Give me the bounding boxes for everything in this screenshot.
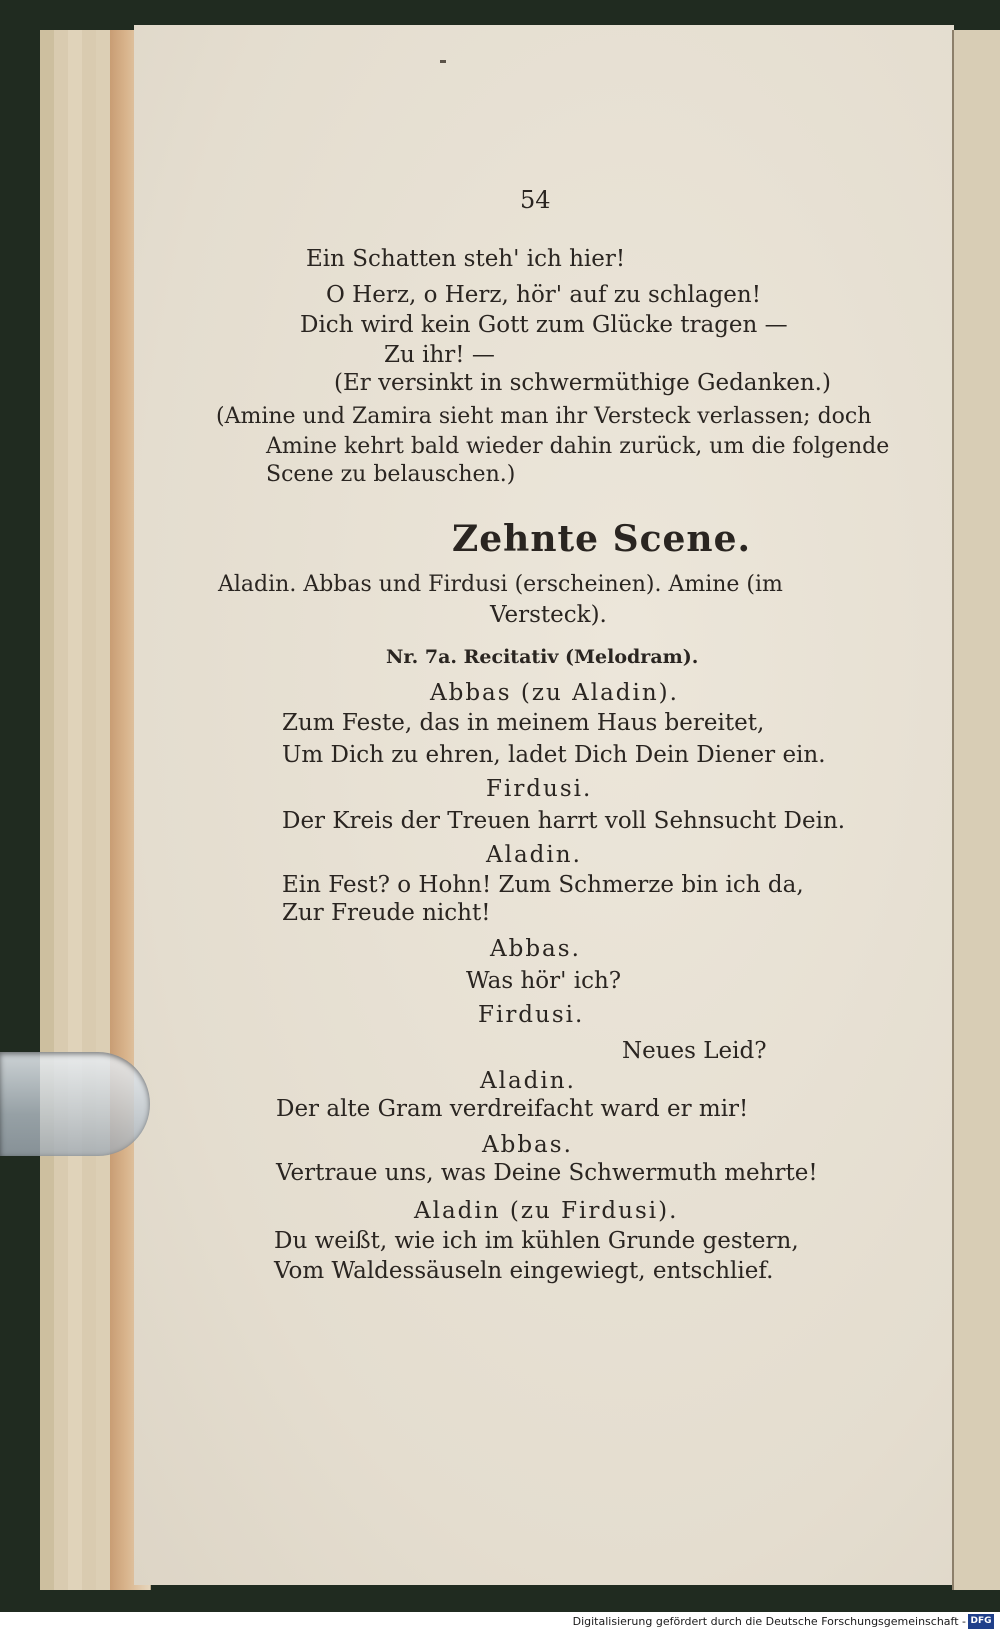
text-line: Dich wird kein Gott zum Glücke tragen — [300, 312, 788, 338]
text-line: Zum Feste, das in meinem Haus bereitet, [282, 710, 765, 736]
speaker-label: Firdusi. [478, 1002, 585, 1028]
book-clip [0, 1052, 150, 1156]
speaker-label: Aladin. [480, 1068, 576, 1094]
page-mark [440, 60, 446, 63]
text-line: Vom Waldessäuseln eingewiegt, entschlief. [274, 1258, 774, 1284]
speaker-label: Abbas. [482, 1132, 573, 1158]
text-line: O Herz, o Herz, hör' auf zu schlagen! [326, 282, 761, 308]
stage-direction: Amine kehrt bald wieder dahin zurück, um die folgende [266, 434, 890, 459]
text-line: Um Dich zu ehren, ladet Dich Dein Diener ein. [282, 742, 826, 768]
stage-direction: Scene zu belauschen.) [266, 462, 516, 487]
speaker-label: Firdusi. [486, 776, 593, 802]
dfg-logo[interactable]: DFG [968, 1614, 994, 1629]
speaker-label: Aladin. [486, 842, 582, 868]
facing-page-edge [952, 30, 1000, 1590]
scene-title: Zehnte Scene. [452, 518, 752, 560]
page-number: 54 [520, 186, 551, 214]
text-line: Ein Fest? o Hohn! Zum Schmerze bin ich da, [282, 872, 804, 898]
text-line: Der alte Gram verdreifacht ward er mir! [276, 1096, 749, 1122]
cast-line: Versteck). [490, 602, 607, 628]
speaker-label: Aladin (zu Firdusi). [414, 1198, 679, 1224]
speaker-label: Abbas (zu Aladin). [430, 680, 679, 706]
text-line: Vertraue uns, was Deine Schwermuth mehrte! [276, 1160, 818, 1186]
cast-line: Aladin. Abbas und Firdusi (erscheinen). Amine (im [218, 572, 783, 597]
dfg-credit: Digitalisierung gefördert durch die Deutsche Forschungsgemeinschaft - [572, 1615, 966, 1628]
speaker-label: Abbas. [490, 936, 581, 962]
number-heading: Nr. 7a. Recitativ (Melodram). [386, 646, 699, 668]
text-line: Zur Freude nicht! [282, 900, 491, 926]
text-line: Zu ihr! — [384, 342, 495, 368]
text-line: Du weißt, wie ich im kühlen Grunde gestern, [274, 1228, 799, 1254]
text-line: Was hör' ich? [466, 968, 622, 994]
text-line: Ein Schatten steh' ich hier! [306, 246, 626, 272]
stage-direction: (Er versinkt in schwermüthige Gedanken.) [334, 370, 831, 396]
page-edges [40, 30, 140, 1590]
stage-direction: (Amine und Zamira sieht man ihr Versteck verlassen; doch [216, 404, 872, 429]
text-line: Der Kreis der Treuen harrt voll Sehnsucht Dein. [282, 808, 846, 834]
text-line: Neues Leid? [622, 1038, 767, 1064]
